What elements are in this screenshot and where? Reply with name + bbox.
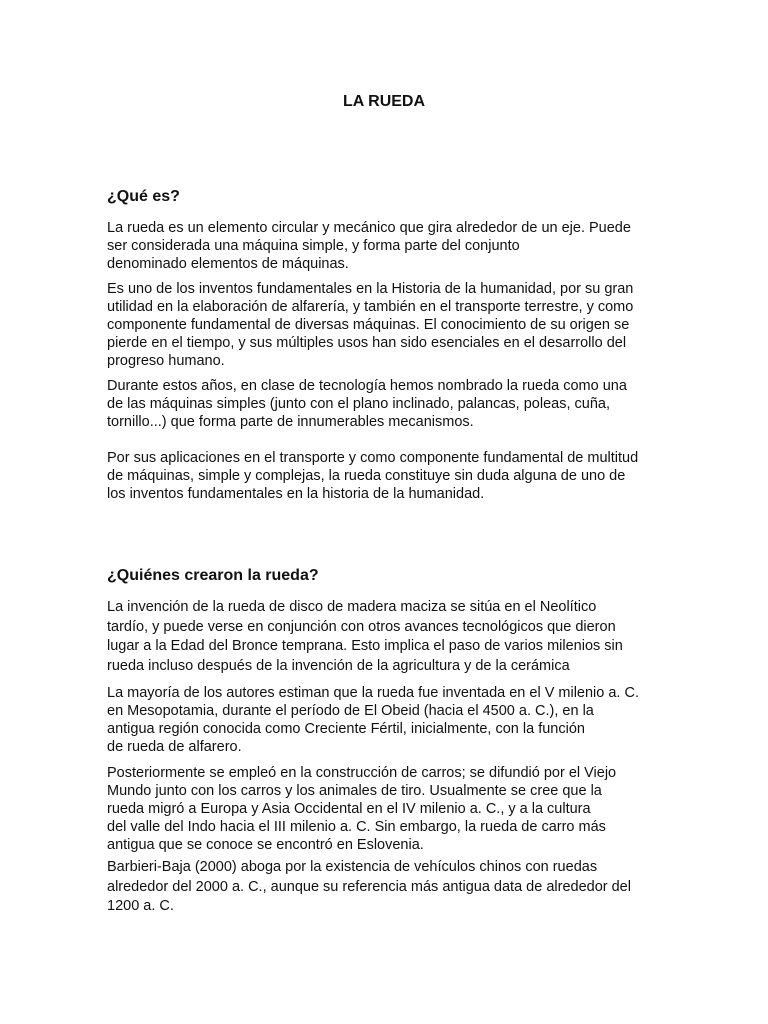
paragraph-line: ser considerada una máquina simple, y forma parte del conjunto (107, 238, 520, 254)
section-heading-quienes-crearon: ¿Quiénes crearon la rueda? (107, 567, 319, 584)
paragraph-line: en Mesopotamia, durante el período de El Obeid (hacia el 4500 a. C.), en la (107, 703, 594, 719)
paragraph-line: pierde en el tiempo, y sus múltiples usos han sido esenciales en el desarrollo del (107, 335, 627, 351)
paragraph-line: lugar a la Edad del Bronce temprana. Esto implica el paso de varios milenios sin (107, 638, 623, 654)
paragraph-line: tornillo...) que forma parte de innumerables mecanismos. (107, 414, 474, 430)
paragraph-line: rueda incluso después de la invención de la agricultura y de la cerámica (107, 657, 570, 674)
paragraph-line: de las máquinas simples (junto con el plano inclinado, palancas, poleas, cuña, (107, 396, 610, 412)
paragraph-line: 1200 a. C. (107, 898, 174, 914)
paragraph (107, 377, 627, 431)
paragraph-line: rueda migró a Europa y Asia Occidental en el IV milenio a. C., y a la cultura (107, 801, 591, 817)
paragraph-line: Mundo junto con los carros y los animales de tiro. Usualmente se cree que la (107, 783, 602, 799)
paragraph (107, 858, 631, 917)
paragraph-line: Durante estos años, en clase de tecnología hemos nombrado la rueda como una (107, 378, 627, 394)
paragraph (107, 280, 633, 370)
paragraph-line: Por sus aplicaciones en el transporte y como componente fundamental de multitud (107, 450, 639, 466)
paragraph-line: Barbieri-Baja (2000) aboga por la existencia de vehículos chinos con ruedas (107, 859, 598, 875)
paragraph-line: utilidad en la elaboración de alfarería, y también en el transporte terrestre, y como (107, 299, 634, 315)
paragraph-line: los inventos fundamentales en la historia de la humanidad. (107, 486, 485, 502)
paragraph (107, 598, 623, 676)
paragraph-line: Es uno de los inventos fundamentales en la Historia de la humanidad, por su gran (107, 281, 634, 297)
paragraph-line: progreso humano. (107, 353, 225, 369)
paragraph-line: de rueda de alfarero. (107, 739, 242, 755)
paragraph-line: antigua región conocida como Creciente Fértil, inicialmente, con la función (107, 721, 585, 737)
paragraph-line: Posteriormente se empleó en la construcción de carros; se difundió por el Viejo (107, 765, 617, 781)
paragraph-line: antigua que se conoce se encontró en Eslovenia. (107, 837, 424, 853)
paragraph-line: La rueda es un elemento circular y mecánico que gira alrededor de un eje. Puede (107, 220, 631, 236)
paragraph-line: tardío, y puede verse en conjunción con otros avances tecnológicos que dieron (107, 618, 616, 635)
document-title: LA RUEDA (342, 93, 426, 110)
paragraph-line: La mayoría de los autores estiman que la rueda fue inventada en el V milenio a. C. (107, 685, 639, 701)
paragraph-line: del valle del Indo hacia el III milenio a. C. Sin embargo, la rueda de carro más (107, 819, 606, 835)
paragraph-line: alrededor del 2000 a. C., aunque su referencia más antigua data de alrededor del (107, 878, 631, 895)
paragraph (107, 449, 638, 503)
paragraph-line: de máquinas, simple y complejas, la rueda constituye sin duda alguna de uno de (107, 468, 626, 484)
paragraph-line: denominado elementos de máquinas. (107, 256, 349, 272)
section-heading-que-es: ¿Qué es? (107, 188, 180, 205)
paragraph (107, 764, 616, 854)
paragraph (107, 684, 639, 756)
paragraph-line: La invención de la rueda de disco de madera maciza se sitúa en el Neolítico (107, 599, 597, 615)
paragraph-line: componente fundamental de diversas máquinas. El conocimiento de su origen se (107, 317, 630, 333)
paragraph (107, 219, 631, 273)
